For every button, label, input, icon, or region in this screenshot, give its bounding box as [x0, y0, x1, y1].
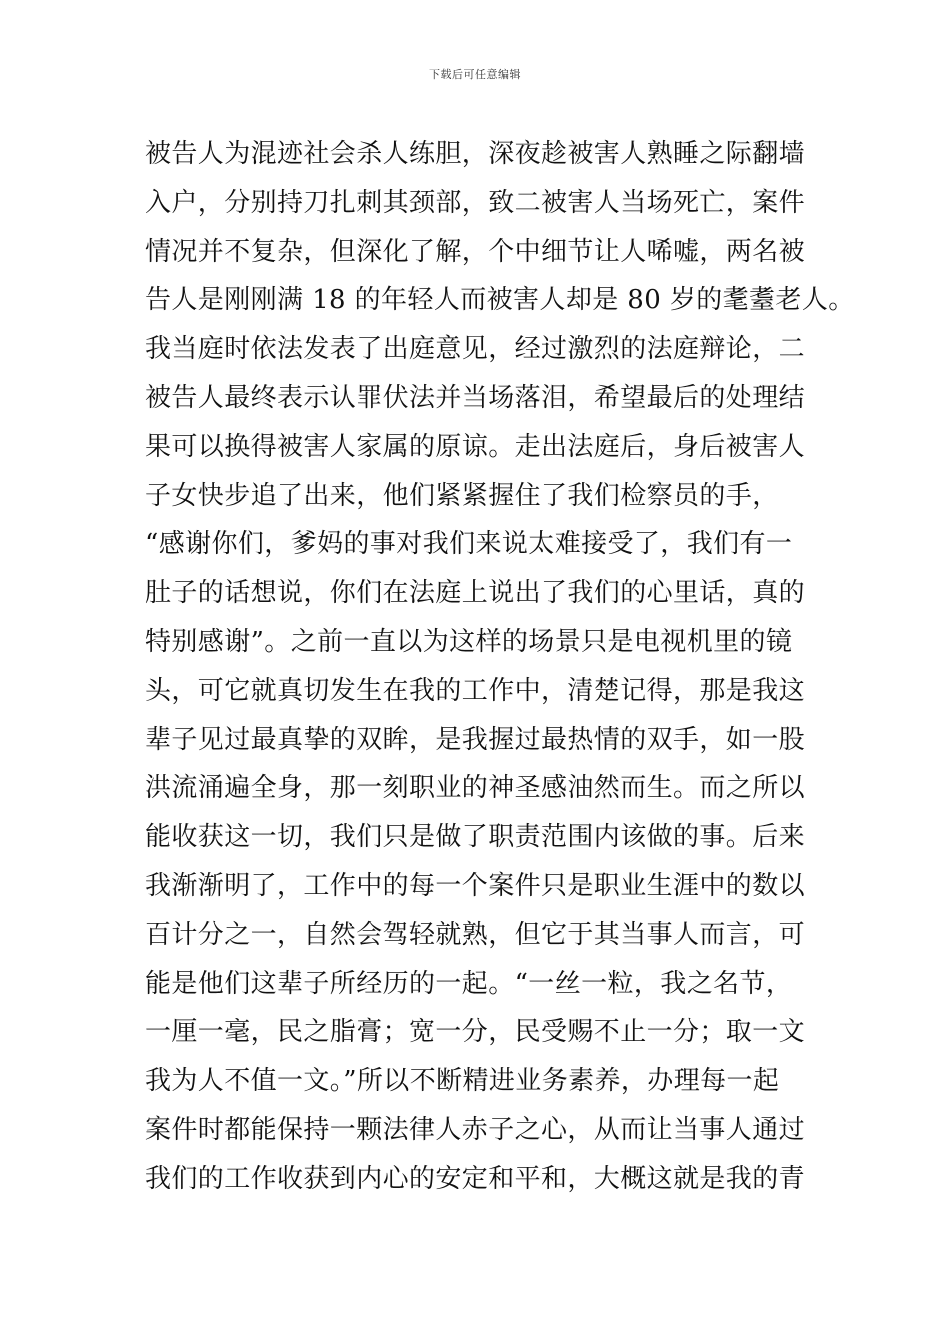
- text-line: 一厘一毫，民之脂膏；宽一分，民受赐不止一分；取一文: [145, 1017, 806, 1048]
- text-line: 果可以换得被害人家属的原谅。走出法庭后，身后被害人: [145, 431, 806, 462]
- text-line: 案件时都能保持一颗法律人赤子之心，从而让当事人通过: [145, 1114, 806, 1145]
- text-line: 被告人为混迹社会杀人练胆，深夜趁被害人熟睡之际翻墙: [145, 139, 806, 169]
- document-body: [145, 130, 855, 1204]
- text-line: 百计分之一，自然会驾轻就熟，但它于其当事人而言，可: [145, 919, 806, 950]
- text-line: 能是他们这辈子所经历的一起。“一丝一粒，我之名节，: [145, 968, 793, 999]
- text-line: 我为人不值一文。”所以不断精进业务素养，办理每一起: [145, 1066, 780, 1097]
- text-line: 情况并不复杂，但深化了解，个中细节让人唏嘘，两名被: [145, 236, 806, 267]
- text-line: 我们的工作收获到内心的安定和平和，大概这就是我的青: [145, 1163, 806, 1194]
- text-line: 特别感谢”。之前一直以为这样的场景只是电视机里的镜: [145, 626, 793, 657]
- text-line: 肚子的话想说，你们在法庭上说出了我们的心里话，真的: [145, 578, 806, 609]
- text-line: 我渐渐明了，工作中的每一个案件只是职业生涯中的数以: [145, 870, 806, 901]
- text-line: 入户，分别持刀扎刺其颈部，致二被害人当场死亡，案件: [145, 187, 806, 218]
- text-line: 头，可它就真切发生在我的工作中，清楚记得，那是我这: [145, 675, 806, 706]
- text-line: 我当庭时依法发表了出庭意见，经过激烈的法庭辩论，二: [145, 334, 806, 365]
- text-line: “感谢你们，爹妈的事对我们来说太难接受了，我们有一: [145, 529, 793, 560]
- text-line: 辈子见过最真挚的双眸，是我握过最热情的双手，如一股: [145, 724, 806, 755]
- page-header-note: 下载后可任意编辑: [429, 68, 521, 81]
- text-line: 洪流涌遍全身，那一刻职业的神圣感油然而生。而之所以: [145, 773, 806, 804]
- text-line: 告人是刚刚满 18 的年轻人而被害人却是 80 岁的耄耋老人。: [145, 285, 855, 316]
- text-line: 子女快步追了出来，他们紧紧握住了我们检察员的手，: [145, 480, 779, 511]
- text-line: 被告人最终表示认罪伏法并当场落泪，希望最后的处理结: [145, 382, 806, 413]
- text-line: 能收获这一切，我们只是做了职责范围内该做的事。后来: [145, 822, 806, 853]
